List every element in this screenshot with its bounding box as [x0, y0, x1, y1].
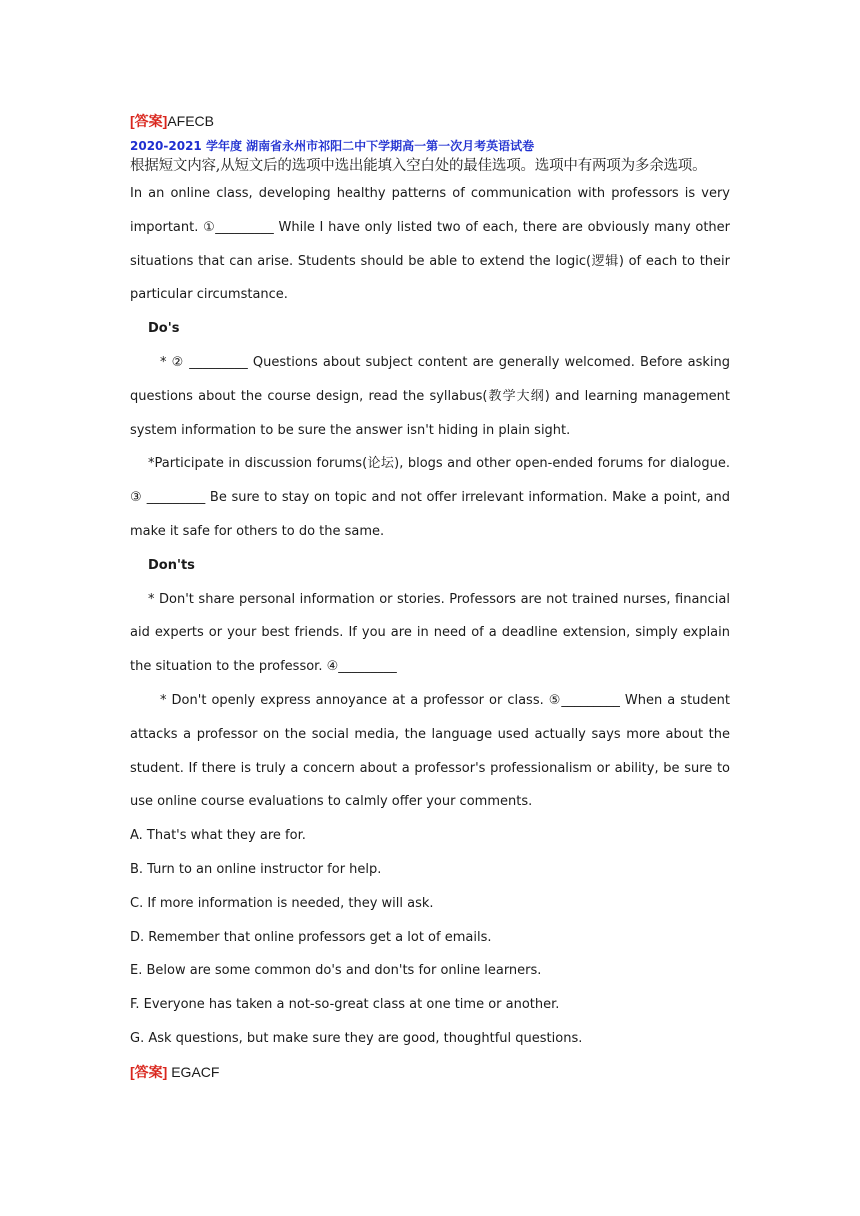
answer-value: EGACF: [167, 1063, 220, 1080]
final-answer: [130, 1056, 730, 1091]
option-b: B. Turn to an online instructor for help.: [130, 861, 382, 877]
answer-tag: [答案]: [130, 1063, 168, 1080]
option-f: F. Everyone has taken a not-so-great class at one time or another.: [130, 997, 560, 1013]
answer-value: AFECB: [167, 113, 215, 129]
do-item-1: * ② _________ Questions about subject content are generally welcomed. Before asking questions about the course design, read the syllabus(教学大纲) and learning management system information to be sure the answer isn't hiding in plain sight.: [130, 354, 730, 438]
dos-heading: Do's: [148, 321, 180, 337]
intro-paragraph: In an online class, developing healthy patterns of communication with professors is very important. ①_________ While I have only listed two of each, there are obviously many other situations that can arise. Students should be able to extend the logic(逻辑) of each to their particular circumstance.: [130, 186, 730, 303]
option-g: G. Ask questions, but make sure they are good, thoughtful questions.: [130, 1030, 583, 1046]
previous-answer: [130, 110, 730, 133]
option-d: D. Remember that online professors get a lot of emails.: [130, 929, 492, 945]
option-e: E. Below are some common do's and don'ts for online learners.: [130, 963, 542, 979]
answer-tag: [答案]: [130, 113, 168, 129]
dont-item-1: * Don't share personal information or stories. Professors are not trained nurses, financial aid experts or your best friends. If you are in need of a deadline extension, simply explain the situation to the professor. ④_________: [130, 591, 730, 675]
dont-item-2: * Don't openly express annoyance at a professor or class. ⑤_________ When a student attacks a professor on the social media, the language used actually says more about the student. If there is truly a concern about a professor's professionalism or ability, be sure to use online course evaluations to calmly offer your comments.: [130, 692, 730, 810]
document-page: [130, 110, 730, 1091]
instruction-text: 根据短文内容,从短文后的选项中选出能填入空白处的最佳选项。选项中有两项为多余选项。: [130, 158, 707, 174]
option-a: A. That's what they are for.: [130, 828, 306, 844]
donts-heading: Don'ts: [148, 557, 195, 573]
option-c: C. If more information is needed, they will ask.: [130, 895, 434, 911]
source-title: 2020-2021 学年度 湖南省永州市祁阳二中下学期高一第一次月考英语试卷: [130, 139, 535, 153]
options-list: [130, 819, 730, 1056]
do-item-2: *Participate in discussion forums(论坛), blogs and other open-ended forums for dialogue. ③ _________ Be sure to stay on topic and not offer irrelevant information. Make a point, and make it safe for others to do the same.: [130, 456, 730, 539]
